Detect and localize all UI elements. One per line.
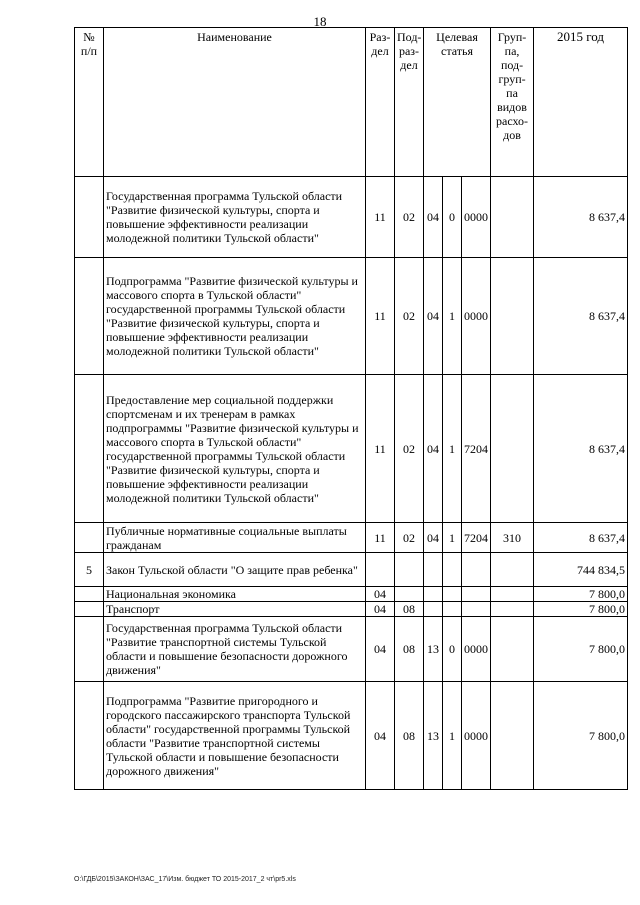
row-cs-direction: [462, 602, 491, 617]
row-cs-program: 04: [424, 523, 443, 553]
row-cs-direction: [462, 587, 491, 602]
row-amount: 8 637,4: [534, 375, 628, 523]
row-amount: 744 834,5: [534, 553, 628, 587]
row-amount: 8 637,4: [534, 177, 628, 258]
row-podrazdel: 08: [395, 682, 424, 790]
row-cs-subprogram: 1: [443, 375, 462, 523]
row-cs-direction: [462, 553, 491, 587]
row-name: Подпрограмма "Развитие пригородного и городского пассажирского транспорта Тульской области" государственной программы Тульской области "Развитие транспортной системы Тульской области и повышение безопасности дорожного движения": [104, 682, 366, 790]
table-row: [75, 258, 628, 375]
row-amount: 7 800,0: [534, 602, 628, 617]
row-num: [75, 258, 104, 375]
row-podrazdel: 02: [395, 258, 424, 375]
row-name: Предоставление мер социальной поддержки спортсменам и их тренерам в рамках подпрограммы "Развитие физической культуры и массового спорта в Тульской области" государственной программы Тульской области "Развитие физической культуры, спорта и повышение эффективности реализации молодежной политики Тульской области": [104, 375, 366, 523]
row-group: [491, 553, 534, 587]
row-cs-subprogram: 0: [443, 177, 462, 258]
header-gruppa: Груп- па, под- груп- па видов расхо- дов: [491, 28, 534, 177]
row-cs-direction: 0000: [462, 617, 491, 682]
file-path-footer: O:\ГДБ\2015\ЗАКОН\ЗАС_17\Изм. бюджет ТО 2015-2017_2 чт\pr5.xls: [74, 876, 296, 883]
header-year: 2015 год: [534, 28, 628, 177]
row-cs-program: [424, 602, 443, 617]
row-podrazdel: 02: [395, 177, 424, 258]
page-number: 18: [313, 14, 327, 29]
row-cs-direction: 0000: [462, 258, 491, 375]
row-cs-program: 13: [424, 617, 443, 682]
row-cs-program: 04: [424, 177, 443, 258]
row-cs-subprogram: 1: [443, 682, 462, 790]
row-name: Национальная экономика: [104, 587, 366, 602]
row-amount: 7 800,0: [534, 682, 628, 790]
row-cs-subprogram: 1: [443, 523, 462, 553]
row-num: [75, 523, 104, 553]
budget-table: [74, 27, 628, 790]
row-podrazdel: 08: [395, 602, 424, 617]
row-cs-subprogram: [443, 602, 462, 617]
row-razdel: 11: [366, 177, 395, 258]
row-name: Подпрограмма "Развитие физической культуры и массового спорта в Тульской области" государственной программы Тульской области "Развитие физической культуры, спорта и повышение эффективности реализации молодежной политики Тульской области": [104, 258, 366, 375]
row-podrazdel: 08: [395, 617, 424, 682]
row-group: [491, 258, 534, 375]
header-podrazdel: Под- раз- дел: [395, 28, 424, 177]
row-amount: 7 800,0: [534, 587, 628, 602]
row-amount: 8 637,4: [534, 523, 628, 553]
row-razdel: 04: [366, 602, 395, 617]
row-num: [75, 177, 104, 258]
row-name: Транспорт: [104, 602, 366, 617]
row-cs-direction: 0000: [462, 682, 491, 790]
row-group: [491, 682, 534, 790]
row-cs-program: 04: [424, 258, 443, 375]
row-cs-program: [424, 587, 443, 602]
table-row: [75, 682, 628, 790]
row-num: [75, 375, 104, 523]
header-name: Наименование: [104, 28, 366, 177]
row-num: [75, 682, 104, 790]
row-name: Государственная программа Тульской области "Развитие физической культуры, спорта и повышение эффективности реализации молодежной политики Тульской области": [104, 177, 366, 258]
row-cs-subprogram: 1: [443, 258, 462, 375]
row-cs-subprogram: [443, 587, 462, 602]
table-header-row: [75, 28, 628, 177]
row-group: [491, 587, 534, 602]
table-row: [75, 602, 628, 617]
row-group: [491, 375, 534, 523]
row-num: 5: [75, 553, 104, 587]
row-num: [75, 587, 104, 602]
table-row: [75, 553, 628, 587]
row-cs-program: 04: [424, 375, 443, 523]
row-cs-direction: 0000: [462, 177, 491, 258]
row-name: Публичные нормативные социальные выплаты гражданам: [104, 523, 366, 553]
row-razdel: 04: [366, 617, 395, 682]
row-num: [75, 617, 104, 682]
row-razdel: 04: [366, 587, 395, 602]
row-razdel: 11: [366, 375, 395, 523]
row-cs-subprogram: [443, 553, 462, 587]
row-group: [491, 617, 534, 682]
row-podrazdel: 02: [395, 375, 424, 523]
row-podrazdel: [395, 587, 424, 602]
row-group: [491, 602, 534, 617]
row-amount: 7 800,0: [534, 617, 628, 682]
row-razdel: 04: [366, 682, 395, 790]
row-cs-direction: 7204: [462, 523, 491, 553]
table-row: [75, 523, 628, 553]
table-row: [75, 177, 628, 258]
table-row: [75, 375, 628, 523]
row-group: [491, 177, 534, 258]
row-name: Закон Тульской области "О защите прав ребенка": [104, 553, 366, 587]
row-cs-program: 13: [424, 682, 443, 790]
row-razdel: 11: [366, 523, 395, 553]
row-razdel: 11: [366, 258, 395, 375]
row-amount: 8 637,4: [534, 258, 628, 375]
header-celevaya: Целевая статья: [424, 28, 491, 177]
table-row: [75, 587, 628, 602]
row-name: Государственная программа Тульской области "Развитие транспортной системы Тульской области и повышение безопасности дорожного движения": [104, 617, 366, 682]
row-cs-direction: 7204: [462, 375, 491, 523]
row-podrazdel: [395, 553, 424, 587]
row-cs-program: [424, 553, 443, 587]
header-razdel: Раз- дел: [366, 28, 395, 177]
row-num: [75, 602, 104, 617]
header-num: № п/п: [75, 28, 104, 177]
row-razdel: [366, 553, 395, 587]
row-cs-subprogram: 0: [443, 617, 462, 682]
row-group: 310: [491, 523, 534, 553]
table-row: [75, 617, 628, 682]
row-podrazdel: 02: [395, 523, 424, 553]
